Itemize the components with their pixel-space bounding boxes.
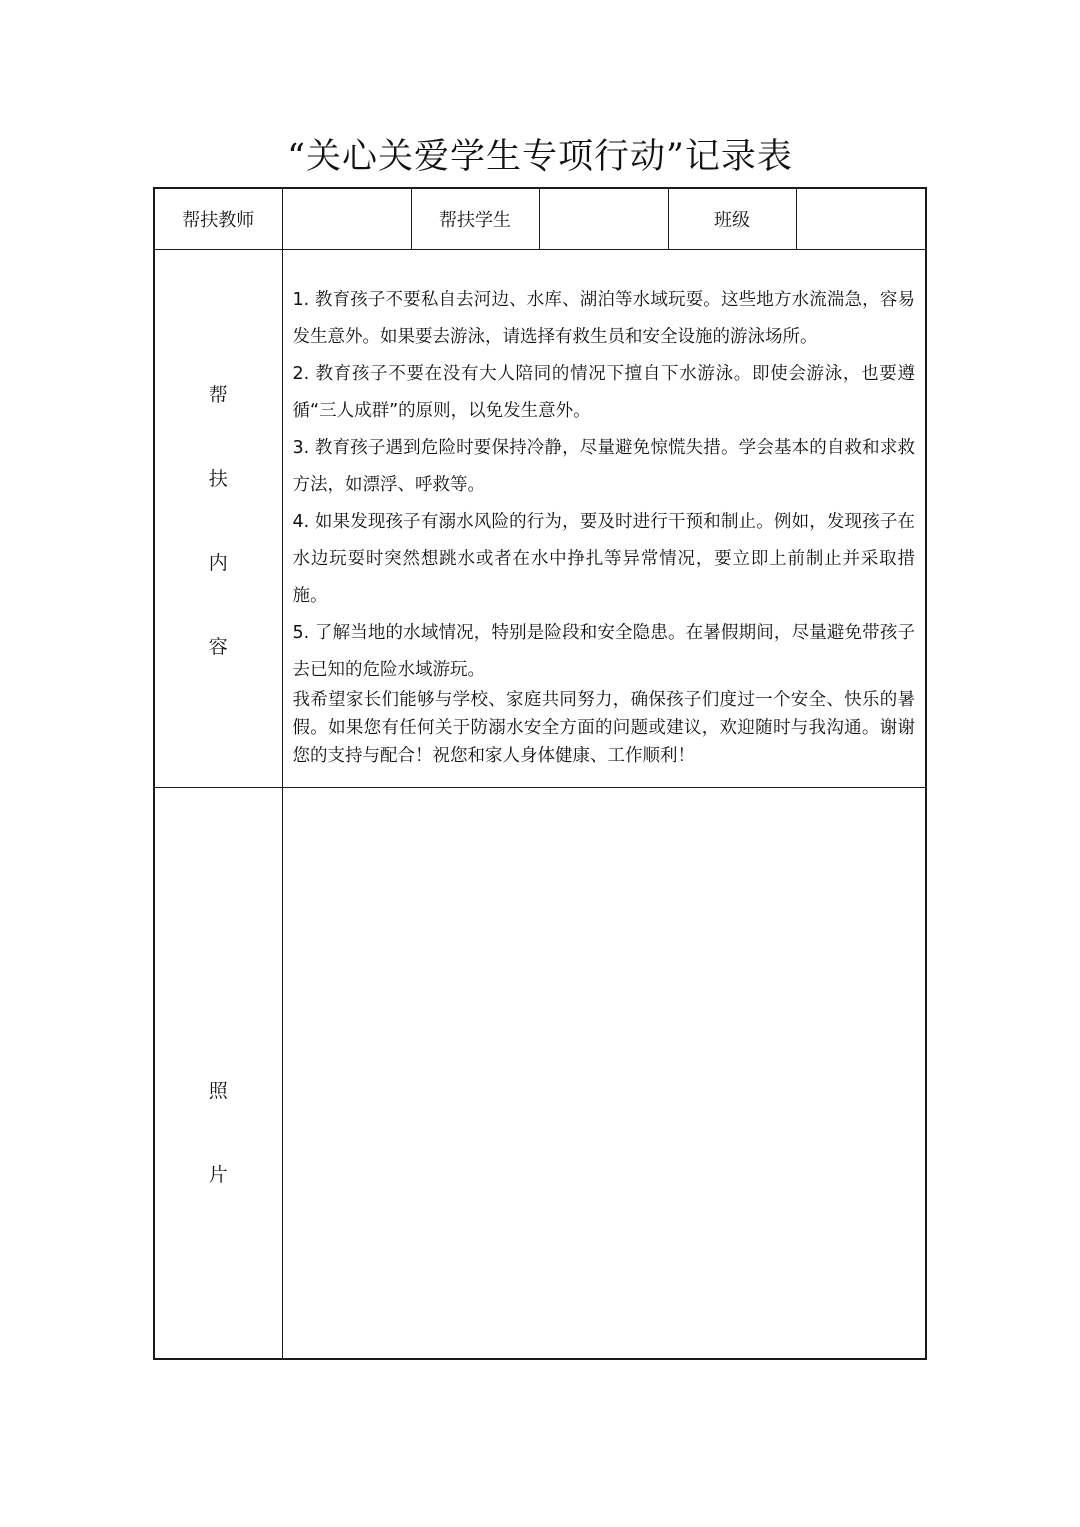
photo-label-char: 照 <box>208 1080 228 1102</box>
content-body-cell <box>282 250 926 788</box>
closing-paragraph: 我希望家长们能够与学校、家庭共同努力，确保孩子们度过一个安全、快乐的暑假。如果您有任何关于防溺水安全方面的问题或建议，欢迎随时与我沟通。谢谢您的支持与配合！祝您和家人身体健康、工作顺利！ <box>292 690 915 766</box>
content-row <box>154 250 926 788</box>
content-item: 1. 教育孩子不要私自去河边、水库、湖泊等水域玩耍。这些地方水流湍急，容易发生意外。如果要去游泳，请选择有救生员和安全设施的游泳场所。 <box>292 290 915 347</box>
content-label-char: 扶 <box>208 467 228 490</box>
content-label-cell <box>154 250 282 788</box>
teacher-value-field[interactable] <box>282 188 411 250</box>
record-table <box>153 187 927 1360</box>
class-label: 班级 <box>668 188 796 250</box>
content-item: 3. 教育孩子遇到危险时要保持冷静，尽量避免惊慌失措。学会基本的自救和求救方法，如漂浮、呼救等。 <box>292 438 915 495</box>
photo-label-char: 片 <box>208 1164 228 1186</box>
content-item: 4. 如果发现孩子有溺水风险的行为，要及时进行干预和制止。例如，发现孩子在水边玩耍时突然想跳水或者在水中挣扎等异常情况，要立即上前制止并采取措施。 <box>292 512 915 606</box>
content-label-char: 帮 <box>208 383 228 406</box>
student-value-field[interactable] <box>539 188 668 250</box>
content-label <box>155 379 282 659</box>
photo-label <box>155 959 282 1187</box>
content-item: 5. 了解当地的水域情况，特别是险段和安全隐患。在暑假期间，尽量避免带孩子去已知的危险水域游玩。 <box>292 623 915 680</box>
content-item: 2. 教育孩子不要在没有大人陪同的情况下擅自下水游泳。即使会游泳，也要遵循“三人成群”的原则，以免发生意外。 <box>292 364 915 421</box>
form-title: “关心关爱学生专项行动”记录表 <box>287 137 793 177</box>
content-label-char: 内 <box>208 551 228 574</box>
class-value-field[interactable] <box>796 188 926 250</box>
photo-area[interactable] <box>282 788 926 1360</box>
content-label-char: 容 <box>208 635 228 658</box>
teacher-label: 帮扶教师 <box>154 188 282 250</box>
photo-row <box>154 788 926 1360</box>
content-body <box>293 250 916 770</box>
photo-label-cell <box>154 788 282 1360</box>
header-row <box>154 188 926 250</box>
student-label: 帮扶学生 <box>411 188 539 250</box>
